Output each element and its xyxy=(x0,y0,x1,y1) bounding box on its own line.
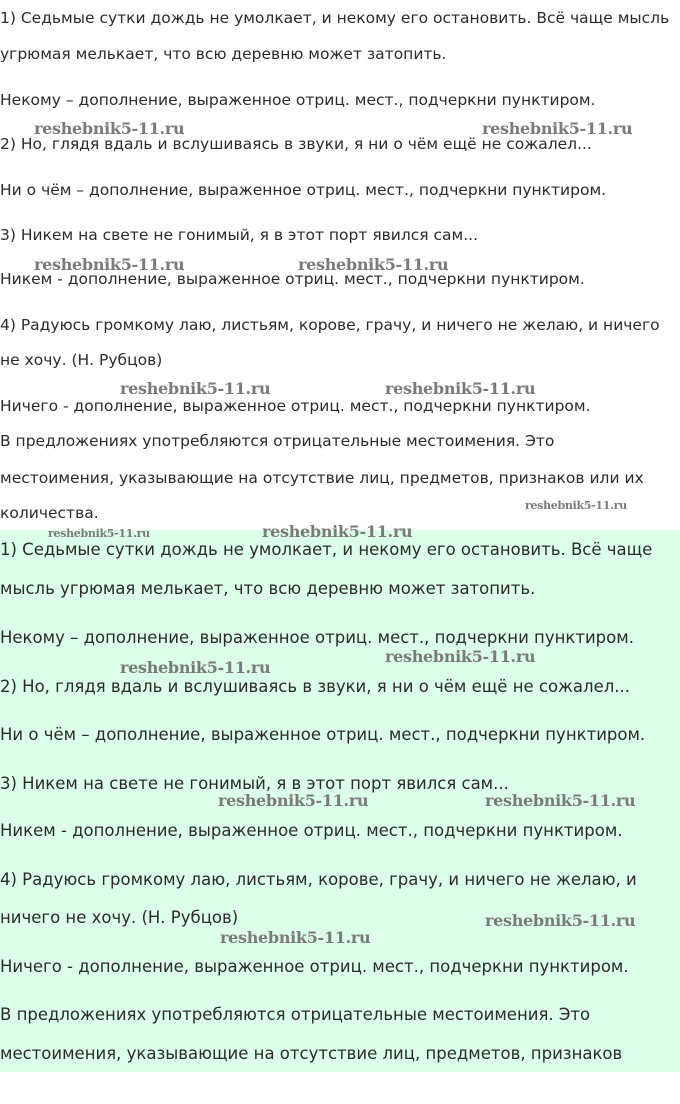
watermark: reshebnik5-11.ru xyxy=(385,379,536,398)
watermark: reshebnik5-11.ru xyxy=(120,379,271,398)
text-line: 3) Никем на свете не гонимый, я в этот порт явился сам... xyxy=(0,226,479,244)
text-line: Ничего - дополнение, выраженное отриц. мест., подчеркни пунктиром. xyxy=(0,957,629,976)
text-line: Некому – дополнение, выраженное отриц. мест., подчеркни пунктиром. xyxy=(0,628,634,647)
text-line: не хочу. (Н. Рубцов) xyxy=(0,351,163,369)
text-line: Никем - дополнение, выраженное отриц. мест., подчеркни пунктиром. xyxy=(0,821,623,840)
text-line: 2) Но, глядя вдаль и вслушиваясь в звуки, я ни о чём ещё не сожалел... xyxy=(0,135,592,153)
text-line: 2) Но, глядя вдаль и вслушиваясь в звуки, я ни о чём ещё не сожалел... xyxy=(0,677,631,696)
text-line: 1) Седьмые сутки дождь не умолкает, и некому его остановить. Всё чаще xyxy=(0,540,653,559)
text-line: мысль угрюмая мелькает, что всю деревню может затопить. xyxy=(0,579,536,598)
watermark: reshebnik5-11.ru xyxy=(298,255,449,274)
watermark: reshebnik5-11.ru xyxy=(218,791,369,810)
text-line: В предложениях употребляются отрицательные местоимения. Это xyxy=(0,432,555,450)
text-line: В предложениях употребляются отрицательные местоимения. Это xyxy=(0,1005,591,1024)
watermark: reshebnik5-11.ru xyxy=(262,522,413,541)
text-line: Ни о чём – дополнение, выраженное отриц. мест., подчеркни пунктиром. xyxy=(0,725,646,744)
answer-block-top xyxy=(0,0,680,530)
text-line: количества. xyxy=(0,504,99,522)
text-line: Ничего - дополнение, выраженное отриц. мест., подчеркни пунктиром. xyxy=(0,397,591,415)
watermark: reshebnik5-11.ru xyxy=(120,658,271,677)
watermark: reshebnik5-11.ru xyxy=(482,119,633,138)
text-line: Некому – дополнение, выраженное отриц. мест., подчеркни пунктиром. xyxy=(0,91,596,109)
watermark: reshebnik5-11.ru xyxy=(48,527,150,540)
watermark: reshebnik5-11.ru xyxy=(525,499,627,512)
text-line: угрюмая мелькает, что всю деревню может затопить. xyxy=(0,45,447,63)
text-line: 4) Радуюсь громкому лаю, листьям, корове, грачу, и ничего не желаю, и xyxy=(0,870,637,889)
watermark: reshebnik5-11.ru xyxy=(220,928,371,947)
text-line: 3) Никем на свете не гонимый, я в этот порт явился сам... xyxy=(0,774,509,793)
text-line: Ни о чём – дополнение, выраженное отриц. мест., подчеркни пунктиром. xyxy=(0,181,607,199)
text-line: местоимения, указывающие на отсутствие лиц, предметов, признаков или их xyxy=(0,469,644,487)
text-line: 4) Радуюсь громкому лаю, листьям, корове, грачу, и ничего не желаю, и ничего xyxy=(0,316,660,334)
text-line: Никем - дополнение, выраженное отриц. мест., подчеркни пунктиром. xyxy=(0,270,585,288)
watermark: reshebnik5-11.ru xyxy=(34,119,185,138)
watermark: reshebnik5-11.ru xyxy=(485,791,636,810)
answer-block-bottom xyxy=(0,527,680,1072)
watermark: reshebnik5-11.ru xyxy=(34,255,185,274)
text-line: местоимения, указывающие на отсутствие лиц, предметов, признаков xyxy=(0,1044,623,1063)
watermark: reshebnik5-11.ru xyxy=(385,647,536,666)
watermark: reshebnik5-11.ru xyxy=(485,911,636,930)
text-line: ничего не хочу. (Н. Рубцов) xyxy=(0,908,239,927)
text-line: 1) Седьмые сутки дождь не умолкает, и некому его остановить. Всё чаще мысль xyxy=(0,9,670,27)
